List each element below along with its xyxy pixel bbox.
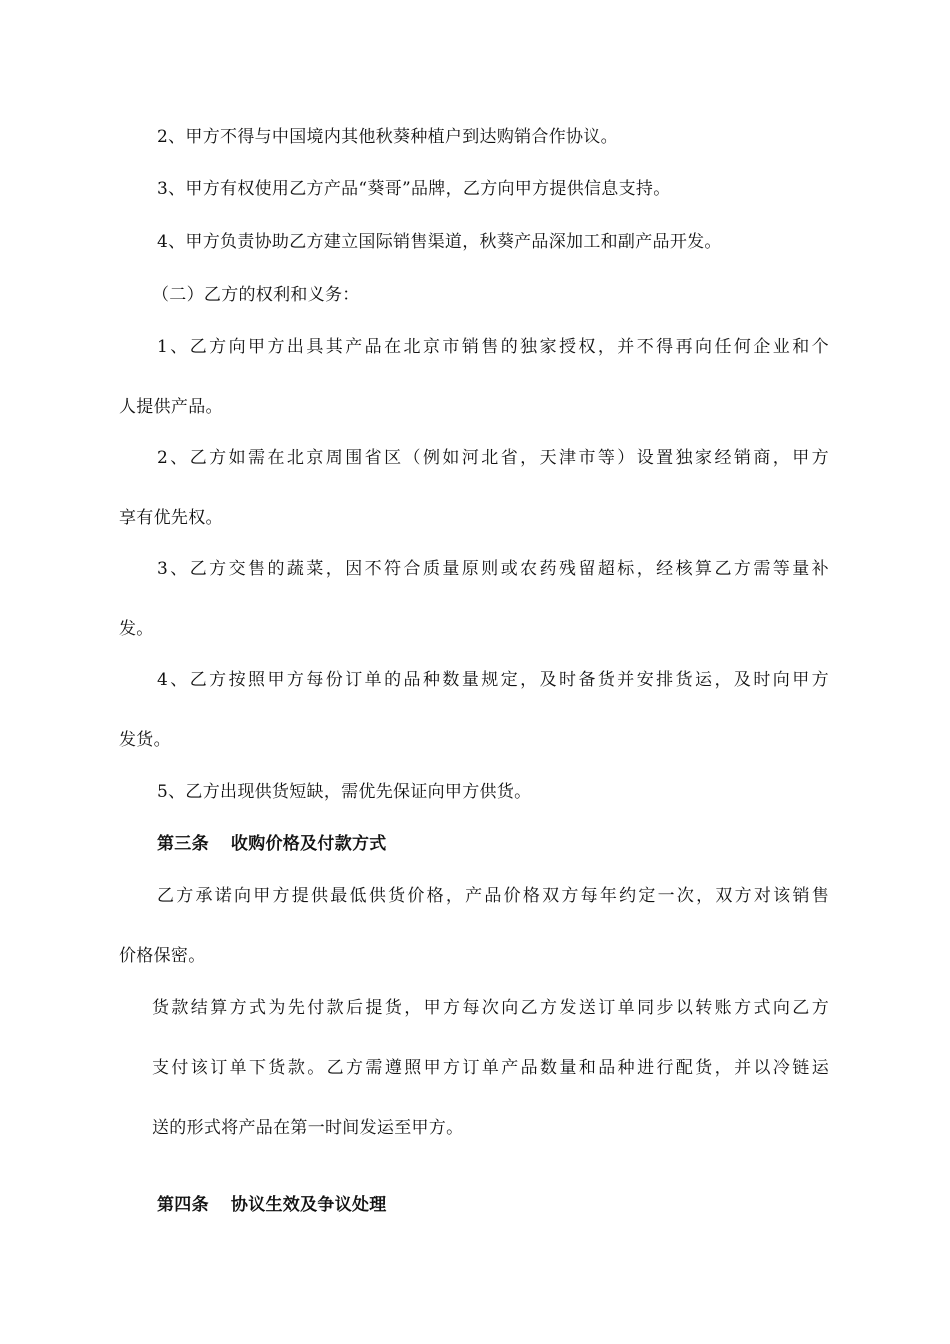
paragraph-party-b-2-line1: 2、乙方如需在北京周围省区（例如河北省，天津市等）设置独家经销商，甲方	[157, 448, 829, 468]
paragraph-party-b-3-line2: 发。	[119, 619, 154, 639]
paragraph-payment-line2: 支付该订单下货款。乙方需遵照甲方订单产品数量和品种进行配货，并以冷链运	[152, 1058, 829, 1078]
paragraph-party-b-4-line1: 4、乙方按照甲方每份订单的品种数量规定，及时备货并安排货运，及时向甲方	[157, 670, 829, 690]
paragraph-party-b-4-line2: 发货。	[119, 730, 171, 750]
article-four-number: 第四条	[157, 1195, 209, 1215]
article-three-number: 第三条	[157, 834, 209, 854]
paragraph-party-a-2: 2、甲方不得与中国境内其他秋葵种植户到达购销合作协议。	[157, 127, 618, 147]
article-three-heading	[157, 833, 387, 855]
paragraph-party-b-3-line1: 3、乙方交售的蔬菜，因不符合质量原则或农药残留超标，经核算乙方需等量补	[157, 559, 829, 579]
paragraph-party-b-1-line1: 1、乙方向甲方出具其产品在北京市销售的独家授权，并不得再向任何企业和个	[157, 337, 829, 357]
paragraph-payment-line3: 送的形式将产品在第一时间发运至甲方。	[152, 1118, 464, 1138]
article-four-title: 协议生效及争议处理	[230, 1195, 387, 1215]
paragraph-party-b-2-line2: 享有优先权。	[119, 508, 223, 528]
article-three-title: 收购价格及付款方式	[230, 834, 387, 854]
article-four-heading	[157, 1194, 387, 1216]
paragraph-price-line2: 价格保密。	[119, 946, 206, 966]
paragraph-party-a-4: 4、甲方负责协助乙方建立国际销售渠道，秋葵产品深加工和副产品开发。	[157, 232, 722, 252]
subheading-party-b-rights: （二）乙方的权利和义务：	[152, 285, 360, 305]
paragraph-party-a-3: 3、甲方有权使用乙方产品“葵哥”品牌，乙方向甲方提供信息支持。	[157, 179, 671, 199]
paragraph-party-b-1-line2: 人提供产品。	[119, 397, 223, 417]
paragraph-payment-line1: 货款结算方式为先付款后提货，甲方每次向乙方发送订单同步以转账方式向乙方	[152, 998, 829, 1018]
paragraph-party-b-5: 5、乙方出现供货短缺，需优先保证向甲方供货。	[157, 782, 532, 802]
paragraph-price-line1: 乙方承诺向甲方提供最低供货价格，产品价格双方每年约定一次，双方对该销售	[157, 886, 829, 906]
